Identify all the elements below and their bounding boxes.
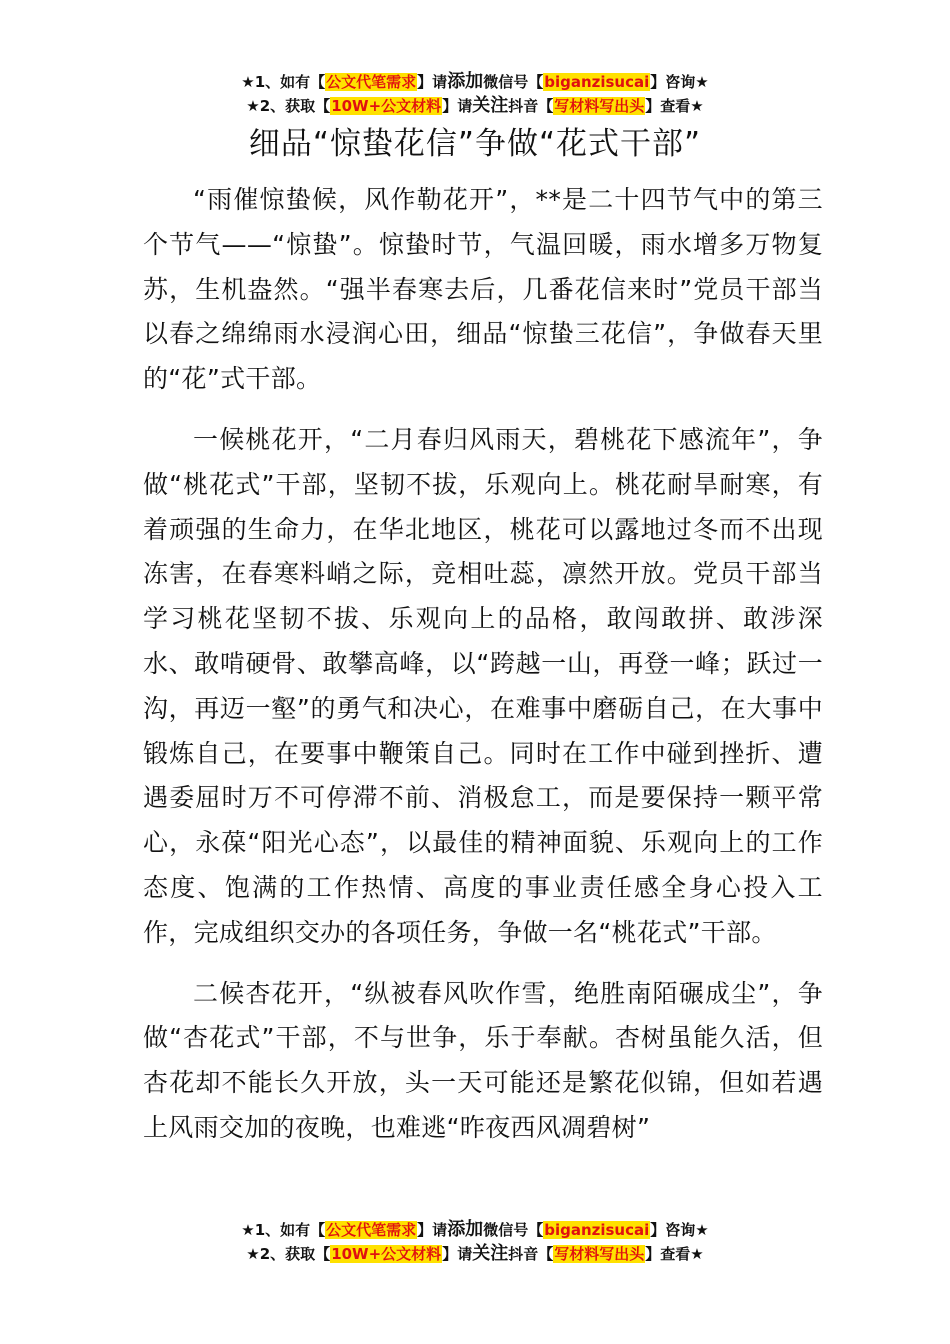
banner-highlight-wechat: biganzisucai	[544, 1221, 650, 1239]
banner-text: ★2、获取【	[246, 1245, 331, 1263]
banner-text: ★2、获取【	[246, 97, 331, 115]
banner-text: 】咨询★	[650, 73, 709, 91]
banner-text: 抖音【	[508, 97, 554, 115]
banner-text: 抖音【	[508, 1245, 554, 1263]
paragraph-apricot-blossom: 二候杏花开，“纵被春风吹作雪，绝胜南陌碾成尘”，争做“杏花式”干部，不与世争，乐于奉献。杏树虽能久活，但杏花却不能长久开放，头一天可能还是繁花似锦，但如若遇上风雨交加的夜晚，也难逃“昨夜西风凋碧树”	[143, 978, 823, 1142]
footer-banner	[0, 1218, 950, 1266]
banner-text: ★1、如有【	[241, 1221, 326, 1239]
document-body	[143, 178, 823, 1167]
banner-line-1	[0, 1218, 950, 1242]
banner-text: 】查看★	[645, 97, 704, 115]
banner-line-2	[0, 1242, 950, 1266]
document-title: 细品“惊蛰花信”争做“花式干部”	[248, 126, 702, 162]
banner-text: 微信号【	[483, 1221, 544, 1239]
paragraph-intro: “雨催惊蛰候，风作勒花开”，**是二十四节气中的第三个节气——“惊蛰”。惊蛰时节，气温回暖，雨水增多万物复苏，生机盎然。“强半春寒去后，几番花信来时”党员干部当以春之绵绵雨水浸润心田，细品“惊蛰三花信”，争做春天里的“花”式干部。	[143, 185, 823, 394]
banner-highlight: 10W+公文材料	[331, 97, 442, 115]
banner-highlight-douyin: 写材料写出头	[554, 97, 645, 115]
banner-text: 】请	[442, 1245, 473, 1263]
banner-text: 微信号【	[483, 73, 544, 91]
header-banner	[0, 70, 950, 118]
banner-emphasis: 添加	[447, 71, 484, 92]
paragraph-peach-blossom: 一候桃花开，“二月春归风雨天，碧桃花下感流年”，争做“桃花式”干部，坚韧不拔，乐观向上。桃花耐旱耐寒，有着顽强的生命力，在华北地区，桃花可以露地过冬而不出现冻害，在春寒料峭之际，竞相吐蕊，凛然开放。党员干部当学习桃花坚韧不拔、乐观向上的品格，敢闯敢拼、敢涉深水、敢啃硬骨、敢攀高峰，以“跨越一山，再登一峰；跃过一沟，再迈一壑”的勇气和决心，在难事中磨砺自己，在大事中锻炼自己，在要事中鞭策自己。同时在工作中碰到挫折、遭遇委屈时万不可停滞不前、消极怠工，而是要保持一颗平常心，永葆“阳光心态”，以最佳的精神面貌、乐观向上的工作态度、饱满的工作热情、高度的事业责任感全身心投入工作，完成组织交办的各项任务，争做一名“桃花式”干部。	[143, 424, 823, 947]
banner-highlight-douyin: 写材料写出头	[554, 1245, 645, 1263]
banner-text: 】咨询★	[650, 1221, 709, 1239]
banner-text: 】请	[417, 1221, 448, 1239]
banner-text: 】请	[442, 97, 473, 115]
banner-text: ★1、如有【	[241, 73, 326, 91]
banner-highlight: 公文代笔需求	[326, 73, 417, 91]
banner-text: 】请	[417, 73, 448, 91]
banner-highlight-wechat: biganzisucai	[544, 73, 650, 91]
banner-emphasis: 关注	[472, 95, 509, 116]
banner-emphasis: 关注	[472, 1243, 509, 1264]
banner-text: 】查看★	[645, 1245, 704, 1263]
banner-line-2	[0, 94, 950, 118]
banner-emphasis: 添加	[447, 1219, 484, 1240]
banner-highlight: 10W+公文材料	[331, 1245, 442, 1263]
banner-line-1	[0, 70, 950, 94]
banner-highlight: 公文代笔需求	[326, 1221, 417, 1239]
